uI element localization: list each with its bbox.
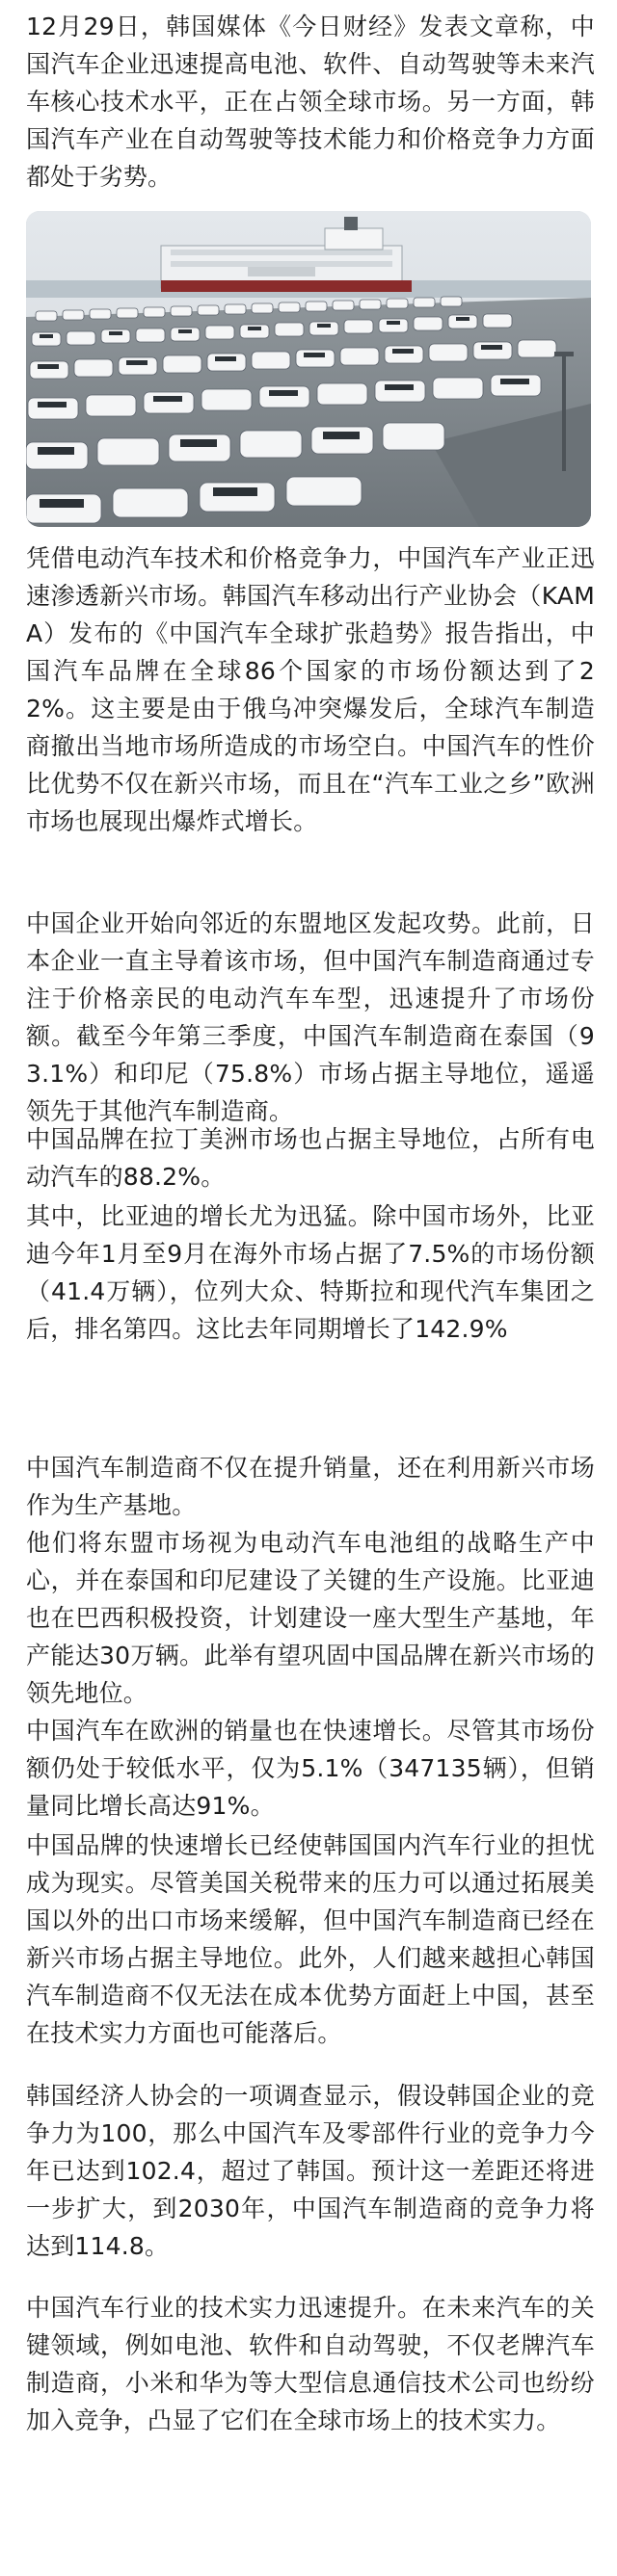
paragraph-10: 韩国经济人协会的一项调查显示，假设韩国企业的竞争力为100，那么中国汽车及零部件行业的竞争力今年已达到102.4，超过了韩国。预计这一差距还将进一步扩大，到2030年，中国汽车制造商的竞争力将达到114.8。 <box>26 2082 595 2260</box>
car-port-photo <box>26 211 591 527</box>
paragraph-6: 中国汽车制造商不仅在提升销量，还在利用新兴市场作为生产基地。 <box>26 1454 595 1519</box>
paragraph-3: 中国企业开始向邻近的东盟地区发起攻势。此前，日本企业一直主导着该市场，但中国汽车制造商通过专注于价格亲民的电动汽车车型，迅速提升了市场份额。截至今年第三季度，中国汽车制造商在泰国（93.1%）和印尼（75.8%）市场占据主导地位，遥遥领先于其他汽车制造商。 <box>26 909 595 1125</box>
car-port-illustration <box>26 211 591 527</box>
paragraph-8: 中国汽车在欧洲的销量也在快速增长。尽管其市场份额仍处于较低水平，仅为5.1%（347135辆），但销量同比增长高达91%。 <box>26 1717 595 1820</box>
paragraph-9: 中国品牌的快速增长已经使韩国国内汽车行业的担忧成为现实。尽管美国关税带来的压力可以通过拓展美国以外的出口市场来缓解，但中国汽车制造商已经在新兴市场占据主导地位。此外，人们越来越担心韩国汽车制造商不仅无法在成本优势方面赶上中国，甚至在技术实力方面也可能落后。 <box>26 1831 595 2047</box>
paragraph-2: 凭借电动汽车技术和价格竞争力，中国汽车产业正迅速渗透新兴市场。韩国汽车移动出行产业协会（KAMA）发布的《中国汽车全球扩张趋势》报告指出，中国汽车品牌在全球86个国家的市场份额达到了22%。这主要是由于俄乌冲突爆发后，全球汽车制造商撤出当地市场所造成的市场空白。中国汽车的性价比优势不仅在新兴市场，而且在“汽车工业之乡”欧洲市场也展现出爆炸式增长。 <box>26 544 595 835</box>
paragraph-5: 其中，比亚迪的增长尤为迅猛。除中国市场外，比亚迪今年1月至9月在海外市场占据了7.5%的市场份额（41.4万辆），位列大众、特斯拉和现代汽车集团之后，排名第四。这比去年同期增长了142.9% <box>26 1202 595 1343</box>
paragraph-7: 他们将东盟市场视为电动汽车电池组的战略生产中心，并在泰国和印尼建设了关键的生产设施。比亚迪也在巴西积极投资，计划建设一座大型生产基地，年产能达30万辆。此举有望巩固中国品牌在新兴市场的领先地位。 <box>26 1529 595 1707</box>
paragraph-4: 中国品牌在拉丁美洲市场也占据主导地位，占所有电动汽车的88.2%。 <box>26 1125 595 1191</box>
paragraph-1: 12月29日，韩国媒体《今日财经》发表文章称，中国汽车企业迅速提高电池、软件、自动驾驶等未来汽车核心技术水平，正在占领全球市场。另一方面，韩国汽车产业在自动驾驶等技术能力和价格竞争力方面都处于劣势。 <box>26 13 595 191</box>
paragraph-11: 中国汽车行业的技术实力迅速提升。在未来汽车的关键领域，例如电池、软件和自动驾驶，不仅老牌汽车制造商，小米和华为等大型信息通信技术公司也纷纷加入竞争，凸显了它们在全球市场上的技术实力。 <box>26 2294 595 2434</box>
